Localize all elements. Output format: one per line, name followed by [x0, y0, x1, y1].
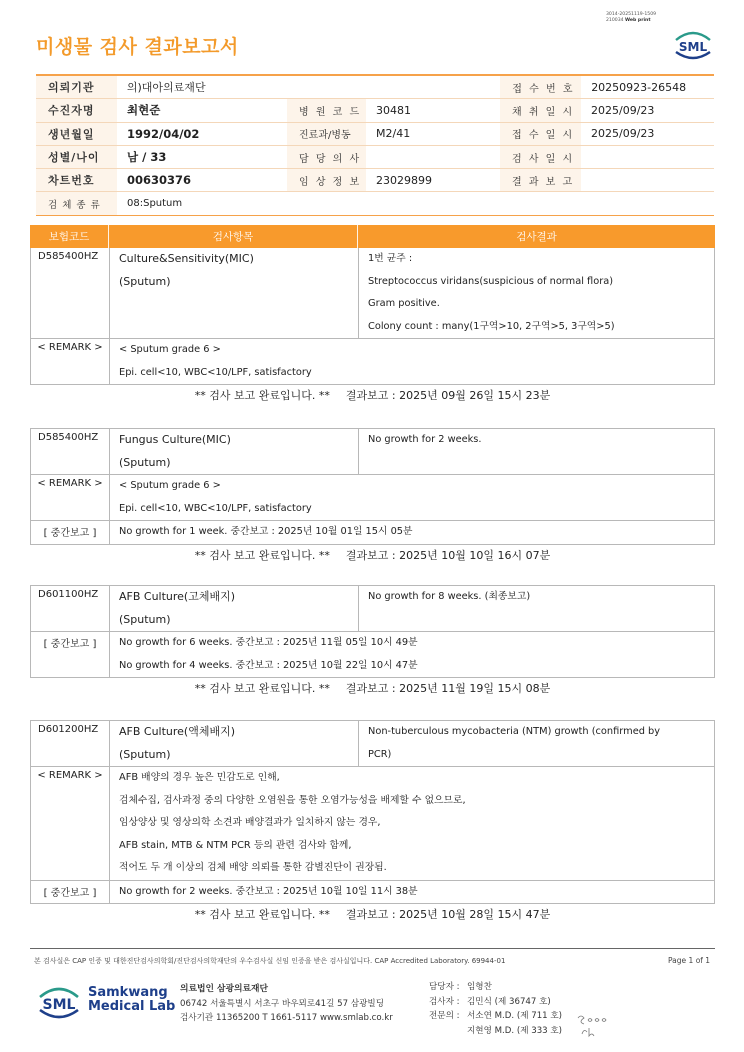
print-code: [606, 12, 656, 24]
org-address: 06742 서울특별시 서초구 바우뫼로41길 57 삼광빌딩: [180, 998, 384, 1009]
test-result: [359, 586, 714, 631]
report-complete-text: ** 검사 보고 완료입니다. **: [194, 389, 330, 402]
insurance-code: D585400HZ: [31, 429, 110, 474]
label-hospital-code: 병 원 코 드: [287, 99, 366, 121]
interim-line: No growth for 4 weeks. 중간보고 : 2025년 10월 22일 10시 47분: [119, 659, 418, 671]
report-complete: [30, 904, 715, 926]
remark-line: AFB stain, MTB & NTM PCR 등의 관련 검사와 함께,: [119, 839, 352, 851]
sml-logo-icon: [670, 24, 716, 64]
label-test-date: 검 사 일 시: [500, 146, 581, 168]
value-receipt-no: 20250923-26548: [591, 80, 687, 94]
result-block-culture-sensitivity: [30, 248, 715, 407]
insurance-code: D585400HZ: [31, 248, 110, 338]
staff-row: [429, 1009, 562, 1024]
remark-label: < REMARK >: [31, 339, 110, 384]
value-institution: 의)대아의료재단: [126, 81, 206, 95]
staff-role: 검사자 :: [429, 996, 460, 1007]
result-row: [30, 248, 715, 339]
interim-label: [ 중간보고 ]: [31, 632, 110, 677]
brand-line: Samkwang: [88, 985, 168, 1000]
staff-list: [429, 980, 562, 1038]
header-test-result: 검사결과: [516, 231, 557, 243]
value-clinical-info: 23029899: [376, 173, 432, 187]
result-row: [30, 720, 715, 767]
logo-text: SML: [42, 997, 76, 1013]
staff-name: 김민식 (제 36747 호): [467, 996, 551, 1007]
label-collection-date: 채 취 일 시: [500, 99, 581, 121]
interim-line: No growth for 2 weeks. 중간보고 : 2025년 10월 10일 11시 38분: [119, 885, 418, 897]
label-doctor: 담 당 의 사: [287, 146, 366, 168]
staff-role: 담당자 :: [429, 982, 460, 992]
remark-row: [30, 339, 715, 385]
label-department: 진료과/병동: [287, 123, 366, 145]
result-line: Gram positive.: [368, 298, 440, 309]
results-header: [30, 225, 715, 248]
report-complete: [30, 678, 715, 700]
label-institution: 의뢰기관: [36, 76, 117, 98]
value-specimen-type: 08:Sputum: [127, 198, 183, 210]
report-complete-text: ** 검사 보고 완료입니다. **: [194, 682, 330, 695]
value-collection-date: 2025/09/23: [591, 103, 655, 117]
report-complete-time: 결과보고 : 2025년 10월 10일 16시 07분: [345, 548, 551, 562]
label-result-report: 결 과 보 고: [500, 169, 581, 191]
interim-line: No growth for 1 week. 중간보고 : 2025년 10월 01일 15시 05분: [119, 526, 413, 537]
result-line: 1번 균주 :: [368, 253, 413, 264]
remark-label: < REMARK >: [31, 475, 110, 520]
interim-label: [ 중간보고 ]: [31, 521, 110, 544]
interim-label: [ 중간보고 ]: [31, 881, 110, 904]
label-chart-no: 차트번호: [36, 169, 117, 191]
info-row: [36, 99, 714, 122]
staff-row: [429, 1024, 562, 1039]
report-complete-text: ** 검사 보고 완료입니다. **: [194, 548, 330, 562]
print-code-number: 210034: [606, 18, 624, 23]
report-complete: [30, 385, 715, 407]
interim-row: [30, 632, 715, 678]
staff-row: [429, 980, 562, 995]
result-line: No growth for 2 weeks.: [368, 434, 482, 445]
logo-text: SML: [678, 40, 708, 54]
remark-line: AFB 배양의 경우 높은 민감도로 인해,: [119, 772, 280, 783]
test-item: [110, 429, 359, 474]
staff-row: [429, 995, 562, 1010]
test-item-name: Fungus Culture(MIC): [119, 433, 231, 446]
label-receipt-no: 접 수 번 호: [500, 76, 581, 98]
result-row: [30, 585, 715, 632]
remark-line: Epi. cell<10, WBC<10/LPF, satisfactory: [119, 502, 312, 514]
test-item-specimen: (Sputum): [119, 612, 171, 626]
page-number: Page 1 of 1: [668, 956, 711, 965]
info-row: [36, 76, 714, 99]
label-patient-name: 수진자명: [36, 99, 117, 121]
accreditation-note: 본 검사실은 CAP 인증 및 대한진단검사의학회/진단검사의학재단의 우수검사실 신임 인증을 받은 검사실입니다. CAP Accredited Laboratory. 69944-01: [34, 957, 506, 965]
footer-divider: [30, 948, 715, 949]
value-sex-age: 남 / 33: [127, 150, 167, 165]
test-item-specimen: (Sputum): [119, 455, 171, 469]
test-result: [359, 721, 714, 766]
header-insurance-code: 보험코드: [30, 225, 109, 248]
result-block-afb-liquid: [30, 720, 715, 926]
test-item: [110, 586, 359, 631]
label-clinical-info: 임 상 정 보: [287, 169, 366, 191]
sml-logo-icon: [34, 980, 84, 1024]
result-block-fungus-culture: [30, 428, 715, 567]
print-code-line: 3014-20251119-1509: [606, 12, 657, 17]
result-line: Non-tuberculous mycobacteria (NTM) growth (confirmed by: [368, 726, 661, 737]
remark-row: [30, 767, 715, 881]
test-item-name: AFB Culture(액체배지): [119, 725, 236, 738]
value-receipt-date: 2025/09/23: [591, 127, 655, 141]
interim-line: No growth for 6 weeks. 중간보고 : 2025년 11월 05일 10시 49분: [119, 637, 418, 648]
insurance-code: D601100HZ: [31, 586, 110, 631]
interim-row: [30, 881, 715, 905]
label-specimen-type: 검 체 종 류: [36, 192, 117, 214]
staff-name: 서소연 M.D. (제 711 호): [467, 1011, 563, 1021]
organization-info: [180, 982, 393, 1026]
value-result-report: [581, 169, 714, 191]
result-block-afb-solid: [30, 585, 715, 700]
staff-name: 지현영 M.D. (제 333 호): [467, 1025, 563, 1036]
info-row: [36, 169, 714, 192]
remark-line: 임상양상 및 영상의학 소견과 배양결과가 일치하지 않는 경우,: [119, 817, 381, 828]
value-birth-date: 1992/04/02: [127, 126, 200, 141]
test-item-name: AFB Culture(고체배지): [119, 590, 236, 603]
remark-label: < REMARK >: [31, 767, 110, 880]
value-patient-name: 최현준: [127, 103, 161, 118]
patient-info-table: [36, 74, 714, 216]
test-item: [110, 248, 359, 338]
value-department: M2/41: [376, 127, 411, 141]
value-test-date: [581, 146, 714, 168]
result-line: PCR): [368, 748, 392, 760]
web-print-label: Web print: [625, 18, 651, 23]
remark-line: Epi. cell<10, WBC<10/LPF, satisfactory: [119, 366, 312, 378]
report-complete-time: 결과보고 : 2025년 11월 19일 15시 08분: [345, 682, 551, 695]
info-row: [36, 123, 714, 146]
info-row: [36, 192, 714, 215]
result-line: No growth for 8 weeks. (최종보고): [368, 591, 531, 602]
signature-icon: [574, 1010, 610, 1040]
insurance-code: D601200HZ: [31, 721, 110, 766]
brand-line: Medical Lab: [88, 999, 176, 1014]
test-item-specimen: (Sputum): [119, 747, 171, 761]
result-line: Streptococcus viridans(suspicious of normal flora): [368, 275, 614, 287]
report-complete-text: ** 검사 보고 완료입니다. **: [194, 908, 330, 921]
remark-line: < Sputum grade 6 >: [119, 344, 221, 355]
remark-line: 검체수집, 검사과정 중의 다양한 오염원을 통한 오염가능성을 배제할 수 없으므로,: [119, 794, 466, 806]
test-item-specimen: (Sputum): [119, 274, 171, 288]
staff-role: [429, 1024, 467, 1039]
remark-line: 적어도 두 개 이상의 검체 배양 의뢰를 통한 감별진단이 권장됨.: [119, 862, 387, 873]
test-result: [359, 429, 714, 474]
value-hospital-code: 30481: [376, 103, 411, 117]
label-receipt-date: 접 수 일 시: [500, 123, 581, 145]
value-chart-no: 00630376: [127, 173, 192, 188]
brand-name: [88, 986, 175, 1014]
test-item: [110, 721, 359, 766]
org-name: 의료법인 삼광의료재단: [180, 984, 269, 994]
staff-name: 임형찬: [467, 982, 492, 992]
label-birth-date: 생년월일: [36, 123, 117, 145]
value-doctor: [366, 146, 500, 168]
test-item-name: Culture&Sensitivity(MIC): [119, 252, 254, 265]
report-complete-time: 결과보고 : 2025년 09월 26일 15시 23분: [345, 389, 551, 402]
label-sex-age: 성별/나이: [36, 146, 117, 168]
remark-row: [30, 475, 715, 521]
test-result: [359, 248, 714, 338]
report-complete-time: 결과보고 : 2025년 10월 28일 15시 47분: [345, 908, 551, 921]
remark-line: < Sputum grade 6 >: [119, 480, 221, 491]
org-contact: 검사기관 11365200 T 1661-5117 www.smlab.co.kr: [180, 1013, 393, 1023]
staff-role: 전문의 :: [429, 1011, 460, 1021]
page-title: 미생물 검사 결과보고서: [36, 36, 239, 58]
header-test-item: 검사항목: [109, 225, 358, 248]
interim-row: [30, 521, 715, 545]
info-row: [36, 146, 714, 169]
result-line: Colony count : many(1구역>10, 2구역>5, 3구역>5): [368, 320, 615, 332]
report-complete: [30, 545, 715, 567]
result-row: [30, 428, 715, 475]
